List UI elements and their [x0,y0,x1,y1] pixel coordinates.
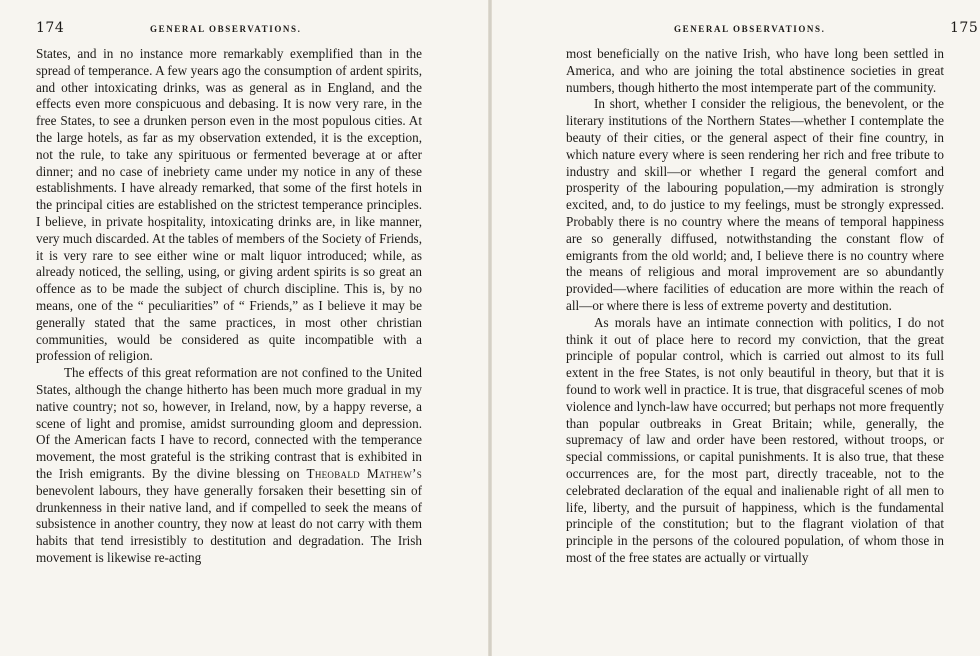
right-page-number: 175 [950,20,979,36]
right-paragraph-1: most beneficially on the native Irish, who have long been settled in America, and who are joining the total abstinence societies in great numbers, though hitherto the most intemperate part of the community. [566,46,944,95]
left-page-number: 174 [36,20,65,36]
left-running-head [0,20,488,40]
theobald-mathew-name: Theobald Mathew’s [306,465,423,481]
right-running-head [492,20,980,40]
left-paragraph-1: States, and in no instance more remarkably exemplified than in the spread of temperance. A few years ago the consumption of ardent spirits, and other intoxicating drinks, was as general as in England, and the effects even more conspicuous and debasing. It is now very rare, in the free States, to see a drunken person even in the most populous cities. At the large hotels, as far as my observation extended, it is the exception, not the rule, to take any spirituous or fermented beverage at or after dinner; and no case of inebriety came under my notice in any of these establishments. I have already remarked, that some of the first hotels in the principal cities are established on the strictest temperance principles. I believe, in private hospitality, intoxicating drinks are, in like manner, very much discarded. At the tables of members of the Society of Friends, it is very rare to see either wine or malt liquor introduced; while, as already noticed, the selling, using, or giving ardent spirits is so great an offence as to be made the subject of church discipline. This is, by no means, one of the “ peculiarities” of “ Friends,” as I believe it may be generally stated that the same practices, in most other christian communities, would be considered as quite incompatible with a profession of religion. [36,46,422,364]
left-page-body [36,46,422,567]
left-paragraph-2-part-b: benevolent labours, they have generally forsaken their besetting sin of drunkenness in their native land, and if compelled to seek the means of subsistence in another country, they now at least do not carry with them habits that tend irresistibly to destitution and degradation. The Irish movement is likewise re-acting [36,482,422,565]
right-paragraph-2: In short, whether I consider the religious, the benevolent, or the literary institutions of the Northern States—whether I contemplate the beauty of their cities, or the general aspect of their fine country, in which nature every where is seen rendering her rich and free tribute to industry and skill—or whether I regard the general comfort and prosperity of the labouring population,—my admiration is strongly excited, and, to do justice to my feelings, must be strongly expressed. Probably there is no country where the means of temporal happiness are so generally diffused, notwithstanding the constant flow of emigrants from the old world; and, I believe there is no country where the means of religious and moral improvement are so abundantly provided—where facilities of education are more within the reach of all—or where there is less of extreme poverty and destitution. [566,96,944,313]
right-page [492,0,980,656]
left-page [0,0,488,656]
left-paragraph-2 [36,365,422,567]
right-page-body [566,46,944,567]
left-paragraph-2-part-a: The effects of this great reformation are not confined to the United States, although the change hitherto has been much more gradual in my native country; not so, however, in Ireland, now, by a happy reverse, a scene of light and promise, amidst surrounding gloom and depression. Of the American facts I have to record, connected with the temperance movement, the most grateful is the striking contrast that is exhibited in the Irish emigrants. By the divine blessing on [36,365,422,481]
right-paragraph-3: As morals have an intimate connection with politics, I do not think it out of place here to record my conviction, that the great principle of popular control, which is carried out almost to its full extent in the free States, is not only beautiful in theory, but that it is found to work well in practice. It is true, that disgraceful scenes of mob violence and lynch-law have occurred; but perhaps not more frequently than popular outbreaks in Great Britain; while, generally, the supremacy of law and order have been restored, without troops, or special commissions, or capital punishments. It is also true, that these occurrences are, for the most part, directly traceable, not to the celebrated declaration of the equal and inalienable right of all men to life, liberty, and the pursuit of happiness, which is the fundamental principle of the constitution; but to the flagrant violation of that principle in the persons of the coloured population, of whom those in most of the free states are actually or virtually [566,314,944,565]
right-running-title: GENERAL OBSERVATIONS. [674,24,826,34]
left-running-title: GENERAL OBSERVATIONS. [150,24,302,34]
